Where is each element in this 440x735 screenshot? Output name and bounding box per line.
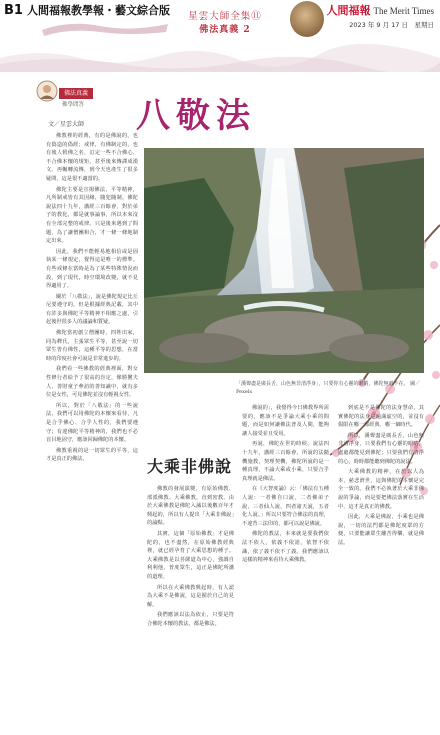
paragraph: 所以在大乘佛教興起時，有人認為大乘不是佛說，這是囿於自己的見解。 — [147, 584, 234, 608]
paragraph: 佛教的發展演變，有原始佛教、部派佛教、大乘佛教，直到密教。由於大乘佛教是佛陀入滅以後數百年才興起的，所以有人提出「大乘非佛說」的論點。 — [147, 486, 234, 527]
monk-avatar-icon — [36, 80, 58, 102]
newspaper-logo — [326, 2, 434, 18]
author-byline: 文／星雲大師 — [48, 121, 85, 128]
paragraph: 佛陀主要是宣揚佛法，平等精神，凡所制戒皆有其因緣，隨犯隨制。佛陀說法四十九年，講經三百餘會，對於弟子的教化，都是就事論事，所以本來沒有全部完整的戒律。只是後來遇到了問題，為了讓僧團和合，才一條一條地制定出來。 — [46, 186, 138, 245]
logo-english: The Merit Times — [373, 6, 434, 16]
masthead — [0, 0, 440, 42]
article-bottom-column-1 — [147, 485, 234, 705]
cloud-decoration — [0, 42, 440, 72]
section-name: 人間福報教學報・藝文綜合版 — [26, 4, 170, 17]
brush-stroke-decoration — [40, 16, 170, 38]
waterfall-photo — [144, 148, 424, 373]
paragraph: 佛教重視的是一切眾生的平等，這才是真正的佛法。 — [46, 447, 138, 463]
column-stamp: 佛法真義 — [59, 88, 93, 99]
page-number: B1 — [4, 3, 23, 18]
column-series: 星雲大師全集⑪ — [188, 11, 262, 22]
paragraph: 所以，對於「八敬法」的一些說法，我們可以用佛陀的本懷來看待，凡是合乎佛心、合乎人性的，我們要遵守；有違佛陀平等精神的，我們也不必盲目地固守，應該回歸佛陀的本懷。 — [46, 402, 138, 444]
paragraph: 其實，這個「原始佛教」才是佛陀的，也不盡然，在原始佛教經典裡，就已經孕育了大乘思想的種子。大乘佛教是以菩薩道為中心，強調自利利他、普度眾生，這正是佛陀所講的道理。 — [147, 530, 234, 580]
caption-text: 「溪聲盡是廣長舌，山色無非清淨身」，只要你有心靈的眼睛，佛陀無處不在。 — [236, 381, 409, 387]
master-portrait — [290, 1, 324, 37]
photo-credit: 圖／Pexels — [236, 381, 421, 395]
column-banner — [170, 8, 280, 35]
column-subtitle: 佛法真義 2 — [199, 25, 251, 35]
article-bottom-column-2 — [242, 404, 329, 704]
section-heading: 大乘非佛說 — [147, 457, 233, 476]
paragraph: 我們應該以法為依止，只要是符合佛陀本懷的教法，都是佛法。 — [147, 612, 234, 627]
photo-caption — [236, 381, 426, 396]
paragraph: 佛說的」，我覺得今日佛教界所需要的，應該不是爭論大乘小乘的問題，而是如何讓佛法普及人間，能夠讓人接受並且受用。 — [242, 405, 329, 437]
paragraph: 佛陀的教法，本來就是要我們依法不依人，依義不依語，依智不依識，依了義不依不了義。我們應該以這樣的精神來看待大乘佛教。 — [242, 531, 329, 564]
paragraph: 因此，我們不能輕易地相信或是固執某一條規定，覺得這是唯一的標準。有些戒條在當時是為了某些特殊情況而設，到了現代，時空環境改變，就不見得適用了。 — [46, 248, 138, 290]
logo-chinese: 人間福報 — [326, 4, 371, 17]
article-left-column — [46, 132, 138, 588]
article-title: 八敬法 — [136, 96, 256, 136]
paragraph: 關於「八敬法」，說是佛陀規定比丘尼要遵守的，但是根據經典記載，其中有許多與佛陀平等精神不相應之處，引起後世很多人的議論和質疑。 — [46, 293, 138, 326]
paragraph: 因此，大乘是佛說，小乘也是佛說，一切的法門都是佛陀度眾的方便，只要能讓眾生離苦得樂，就是佛法。 — [338, 514, 424, 546]
column-stamp-subtitle: 佛學問答 — [62, 102, 85, 108]
paragraph: 所以，溪聲盡是廣長舌，山色無非清淨身，只要我們有心靈的眼睛，處處都能見到佛陀；只要我們有清淨的心，時時都能聽到佛陀的說法。 — [338, 432, 424, 465]
paragraph: 再說，佛陀在世的時候，說法四十九年，講經三百餘會，所說的法隨機施教，契理契機，佛陀所說的是一種真理，不論大乘或小乘，只要合乎真理就是佛法。 — [242, 441, 329, 482]
paragraph: 我們看一些佛教的經典裡面，對女性修行者給予了很高的肯定，像勝鬘夫人、善財童子參訪的善知識中，就有多位是女性，可見佛陀並沒有輕視女性。 — [46, 366, 138, 399]
issue-date: 2023 年 9 月 17 日 星期日 — [349, 21, 434, 29]
paragraph: 佛陀當初創立僧團時，四姓出家，同為釋氏，主張眾生平等，甚至說一切眾生皆有佛性，這種平等的思想，在當時的印度社會可說是非常進步的。 — [46, 330, 138, 362]
paragraph: 在《大智度論》云：「佛法有五種人說：一者佛自口說，二者佛弟子說，三者仙人說，四者諸天說，五者化人說。」所以只要符合佛法的真理，不違背三法印的，都可以說是佛說。 — [242, 486, 329, 527]
article-bottom-column-3 — [338, 404, 424, 704]
paragraph: 大乘佛教的精神，在於以人為本，慈悲濟世，這與佛陀的本懷是完全一致的。我們不必執著於大乘非佛說的爭論，而是要把佛法落實在生活中，這才是真正的佛教。 — [338, 469, 424, 510]
paragraph: 佛教裡的經典，有的是佛說的，也有偽造的偽經；戒律，有佛制定的，也有後人假佛之名，訂定一些不合佛心、不合佛本懷的規矩。甚至後來傳譯成漢文、再輾轉流傳，到今天也產生了很多疑問，這是很不適當的。 — [46, 133, 138, 182]
paragraph: 到底是不是佛陀的法身慧命，其實佛陀的法身是遍滿虛空的，並沒有侷限在哪一部經典、哪一個時代。 — [338, 405, 424, 429]
